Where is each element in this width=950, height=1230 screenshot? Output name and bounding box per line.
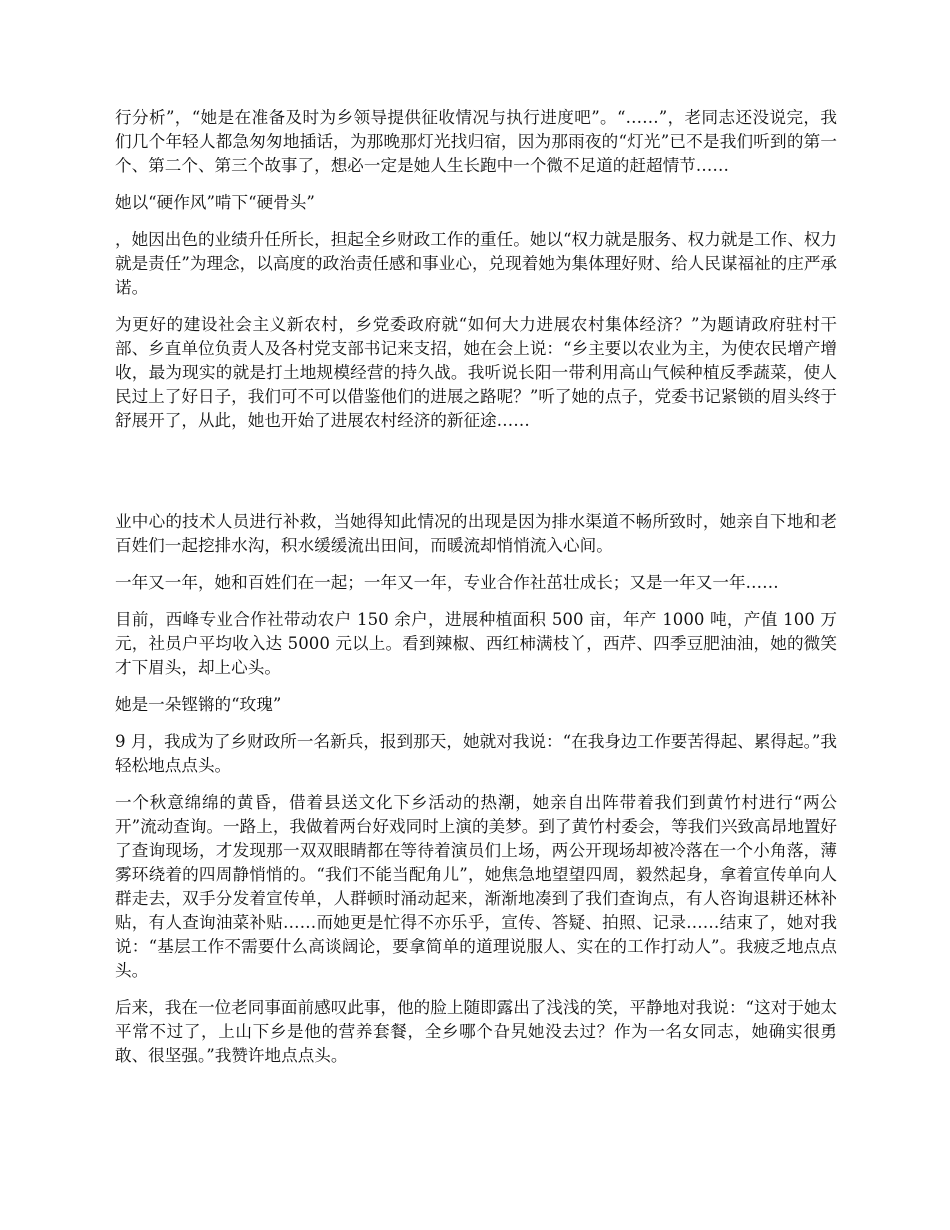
paragraph-drainage: 业中心的技术人员进行补救，当她得知此情况的出现是因为排水渠道不畅所致时，她亲自下地和老百姓们一起挖排水沟，积水缓缓流出田间，而暖流却悄悄流入心间。 bbox=[115, 512, 837, 555]
paragraph-new-countryside: 为更好的建设社会主义新农村，乡党委政府就“如何大力进展农村集体经济？”为题请政府驻村干部、乡直单位负责人及各村党支部书记来支招，她在会上说：“乡主要以农业为主，为使农民增产增收，最为现实的就是打土地规模经营的持久战。我听说长阳一带利用高山气候种植反季蔬菜，使人民过上了好日子，我们可不可以借鉴他们的进展之路呢？”听了她的点子，党委书记紧锁的眉头终于舒展开了，从此，她也开始了进展农村经济的新征途…… bbox=[115, 315, 838, 430]
document-body bbox=[115, 106, 837, 1081]
paragraph-autumn-inquiry: 一个秋意绵绵的黄昏，借着县送文化下乡活动的热潮，她亲自出阵带着我们到黄竹村进行“两公开”流动查询。一路上，我做着两台好戏同时上演的美梦。到了黄竹村委会，等我们兴致高昂地置好了查询现场，才发现那一双双眼睛都在等待着演员们上场，两公开现场却被冷落在一个小角落，薄雾环绕着的四周静悄悄的。“我们不能当配角儿”，她焦急地望望四周，毅然起身，拿着宣传单向人群走去，双手分发着宣传单，人群顿时涌动起来，渐渐地凑到了我们查询点，有人咨询退耕还林补贴，有人查询油菜补贴……而她更是忙得不亦乐乎，宣传、答疑、拍照、记录……结束了，她对我说：“基层工作不需要什么高谈阔论，要拿简单的道理说服人、实在的工作打动人”。我疲乏地点点头。 bbox=[115, 793, 838, 980]
page-break-gap bbox=[115, 446, 837, 510]
section-heading-rose: 她是一朵铿锵的“玫瑰” bbox=[115, 695, 282, 714]
paragraph-cooperative-stats: 目前，西峰专业合作社带动农户 150 余户，进展种植面积 500 亩，年产 1000 吨，产值 100 万元，社员户平均收入达 5000 元以上。看到辣椒、西红柿满枝丫，西芹、四季豆肥油油，她的微笑才下眉头，却上心头。 bbox=[115, 610, 837, 677]
paragraph-colleague-remark: 后来，我在一位老同事面前感叹此事，他的脸上随即露出了浅浅的笑，平静地对我说：“这对于她太平常不过了，上山下乡是他的营养套餐，全乡哪个旮旯她没去过？作为一名女同志，她确实很勇敢、很坚强。”我赞许地点点头。 bbox=[115, 998, 838, 1065]
paragraph-new-recruit: 9 月，我成为了乡财政所一名新兵，报到那天，她就对我说：“在我身边工作要苦得起、累得起。”我轻松地点点头。 bbox=[115, 732, 837, 775]
paragraph-year-after-year: 一年又一年，她和百姓们在一起；一年又一年，专业合作社茁壮成长；又是一年又一年…… bbox=[115, 573, 779, 592]
section-heading-hard-style: 她以“硬作风”啃下“硬骨头” bbox=[115, 193, 315, 212]
paragraph-promotion: ，她因出色的业绩升任所长，担起全乡财政工作的重任。她以“权力就是服务、权力就是工作、权力就是责任”为理念，以高度的政治责任感和事业心，兑现着她为集体理好财、给人民谋福祉的庄严承诺。 bbox=[115, 230, 838, 297]
paragraph-analysis: 行分析”，“她是在准备及时为乡领导提供征收情况与执行进度吧”。“……”，老同志还没说完，我们几个年轻人都急匆匆地插话，为那晚那灯光找归宿，因为那雨夜的“灯光”已不是我们听到的第一个、第二个、第三个故事了，想必一定是她人生长跑中一个微不足道的赶超情节…… bbox=[115, 108, 837, 175]
